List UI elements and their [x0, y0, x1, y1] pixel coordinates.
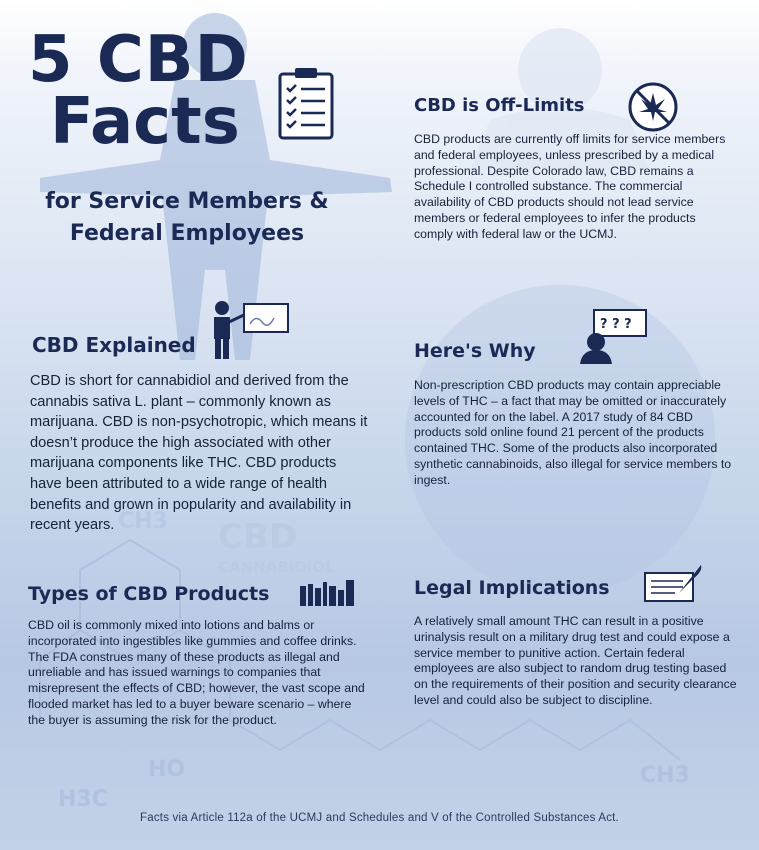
- bg-cannabidiol: CANNABIDIOL: [218, 558, 335, 576]
- title-line1: 5 CBD: [28, 23, 249, 97]
- bg-ho: HO: [148, 757, 186, 782]
- body-why: Non-prescription CBD products may contain appreciable levels of THC – a fact that may be omitted or inaccurately accounted for on the label. A 2017 study of 84 CBD products sold online found 21 percent of the products contained THC. Some of the products also incorporated synthetic cannabinoids, also illegal for service members to ingest.: [414, 378, 732, 487]
- body-explained: CBD is short for cannabidiol and derived from the cannabis sativa L. plant – commonly known as marijuana. CBD is non-psychotropic, which means it doesn’t produce the high associated with other marijuana components like THC. CBD products have been attributed to a wide range of health benefits and grown in popularity and availability in recent years.: [30, 373, 368, 534]
- body-off-limits: CBD products are currently off limits for service members and federal employees, unless prescribed by a medical professional. Despite Colorado law, CBD remains a Schedule I controlled substance. The commercial availability of CBD products should not lead service members or federal employees to infer the products comply with federal law or the UCMJ.: [414, 132, 726, 241]
- bg-ch3-top: CH3: [118, 509, 168, 534]
- heading-legal: Legal Implications: [414, 577, 610, 599]
- person-questions-icon: [576, 308, 648, 364]
- subtitle: for Service Members & Federal Employees: [45, 189, 329, 246]
- document-quill-icon: [643, 563, 705, 603]
- heading-explained: CBD Explained: [32, 333, 196, 357]
- svg-text:? ? ?: ? ? ?: [600, 317, 632, 332]
- teacher-presentation-icon: [210, 298, 290, 360]
- footer-source: Facts via Article 112a of the UCMJ and Schedules and V of the Controlled Substances Act.: [140, 812, 619, 824]
- body-types: CBD oil is commonly mixed into lotions and balms or incorporated into ingestibles like gummies and coffee drinks. The FDA construes many of these products as illegal and unreliable and has issued warnings to companies that misrepresent the effects of CBD; however, the vast scope and flooded market has led to a buyer beware scenario – where the buyer is assuming the risk for the product.: [28, 618, 365, 727]
- no-cannabis-icon: [627, 81, 679, 133]
- title-line2: Facts: [50, 85, 240, 159]
- product-bottles-icon: [298, 576, 358, 606]
- heading-why: Here's Why: [414, 340, 536, 362]
- heading-types: Types of CBD Products: [28, 583, 270, 605]
- body-legal: A relatively small amount THC can result in a positive urinalysis result on a military drug test and could expose a service member to punitive action. Certain federal employees are also subject to random drug testing based on the requirements of their position and security clearance level and could also be subject to discipline.: [414, 614, 737, 707]
- bg-ch3-bottom: CH3: [640, 763, 690, 788]
- bg-cbd: CBD: [218, 517, 298, 557]
- bg-h3c: H3C: [58, 787, 108, 812]
- clipboard-checklist-icon: [277, 66, 335, 140]
- heading-off-limits: CBD is Off-Limits: [414, 95, 585, 116]
